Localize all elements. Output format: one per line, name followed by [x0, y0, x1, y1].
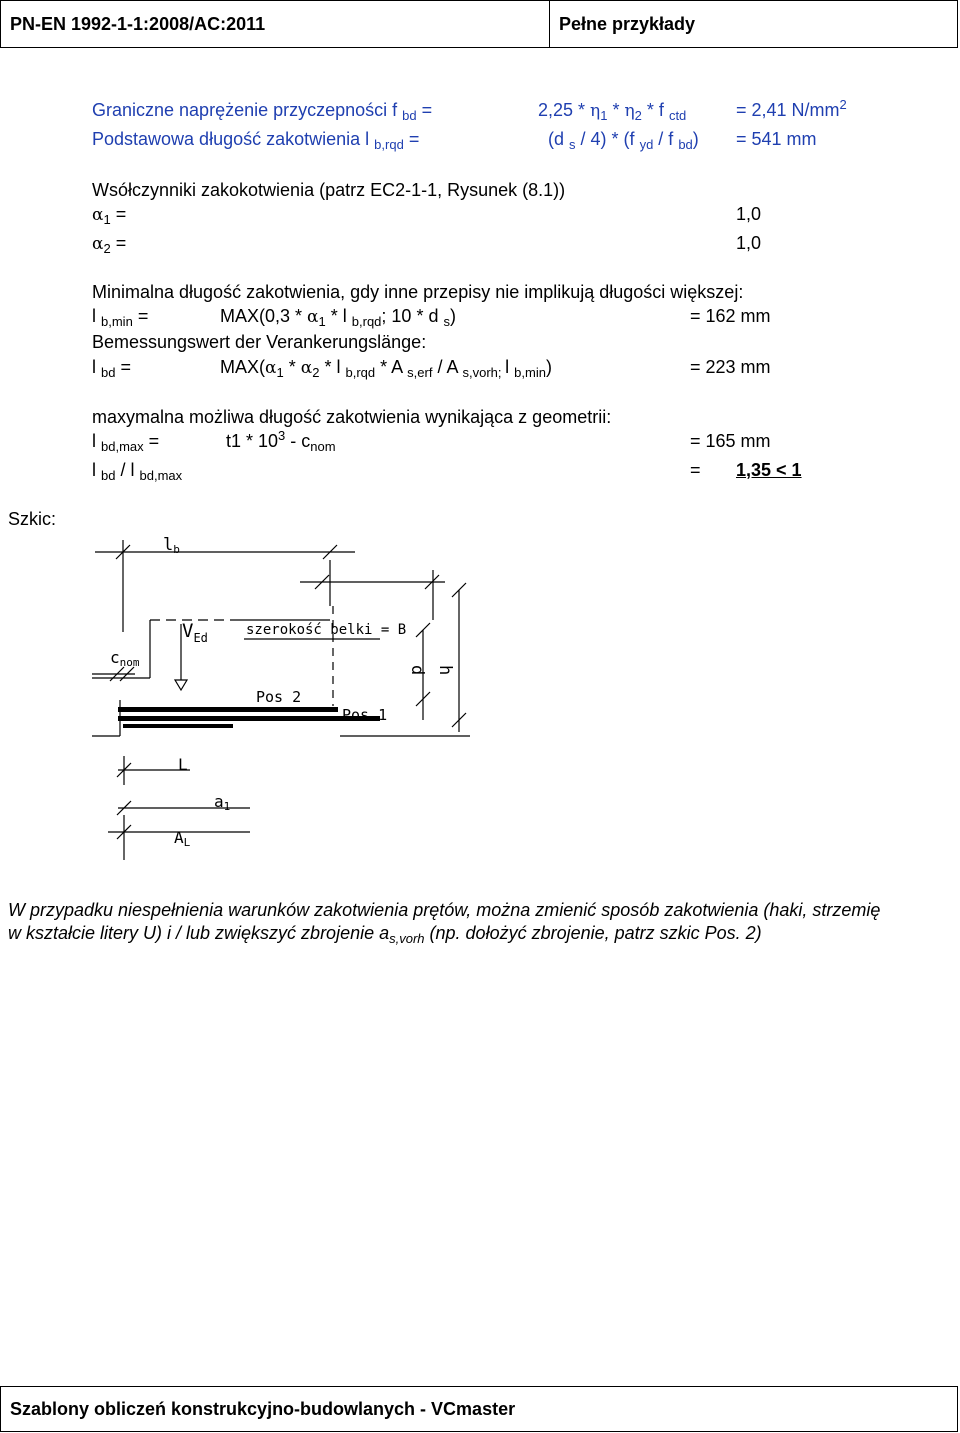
lbmin-formula: $MAX(0,3 * \alpha_1$ * l $_{b,rqd}$; 10 * d $_s$): [220, 306, 456, 329]
ratio-eq: =: [690, 460, 701, 480]
alpha1-label: $\alpha_1$ =: [92, 204, 127, 227]
lbd-result: = 223 mm: [690, 357, 771, 377]
note-line-2: w kształcie litery U) i / lub zwiększyć zbrojenie $a_{s,vorh}$ (np. dołożyć zbrojenie, patrz szkic Pos. 2): [8, 923, 762, 946]
pos2-label: Pos 2: [256, 688, 302, 706]
sketch-label: Szkic:: [8, 509, 57, 529]
lbrqd-label: Podstawowa długość zakotwienia l $_{b,rqd}$ =: [92, 129, 420, 152]
AL-label: AL: [174, 828, 191, 849]
page-footer: Szablony obliczeń konstrukcyjno-budowlanych - VCmaster: [0, 1386, 958, 1432]
fbd-result: = 2,41 $N/mm^2$: [736, 97, 847, 120]
ratio-result: 1,35 < 1: [736, 460, 802, 480]
lbrqd-result: = 541 mm: [736, 129, 817, 149]
alpha2-value: 1,0: [736, 233, 762, 253]
note-line-1: W przypadku niespełnienia warunków zakotwienia prętów, można zmienić sposób zakotwienia (haki, strzemię: [8, 900, 881, 920]
h-label: h: [435, 665, 455, 676]
L-label: L: [178, 755, 188, 774]
header-section: Pełne przykłady: [559, 13, 696, 34]
rebar-pos1: [118, 716, 380, 721]
cnom-label: cnom: [110, 648, 140, 669]
design-value-title: Bemessungswert der Verankerungslänge:: [92, 332, 427, 352]
lbmin-result: = 162 mm: [690, 306, 771, 326]
fbd-label: Graniczne naprężenie przyczepności f $_{bd}$ =: [92, 100, 433, 123]
lbdmax-result: = 165 mm: [690, 431, 771, 451]
min-anchorage-title: Minimalna długość zakotwienia, gdy inne przepisy nie implikują długości większej:: [92, 282, 744, 302]
max-anchorage-title: maxymalna możliwa długość zakotwienia wynikająca z geometrii:: [92, 407, 612, 427]
pos1-label: Pos 1: [342, 706, 388, 724]
lbdmax-label: l $_{bd,max}$ =: [92, 431, 160, 454]
header-standard: PN-EN 1992-1-1:2008/AC:2011: [1, 1, 550, 47]
fbd-formula: $2,25 * \eta_1 * \eta_2$ * f $_{ctd}$: [538, 100, 687, 123]
alpha2-label: $\alpha_2$ =: [92, 233, 127, 256]
rebar-pos2: [118, 707, 338, 712]
lbd-label: l $_{bd}$ =: [92, 357, 132, 380]
page-header: [0, 0, 958, 48]
lbmin-label: l $_{b,min}$ =: [92, 306, 149, 329]
beam-width-label: szerokość belki = B: [246, 622, 407, 638]
lb-label: lb: [163, 535, 180, 556]
anchorage-sketch: [0, 520, 960, 870]
lbdmax-formula: $t1 * 10^3 - c_{nom}$: [226, 428, 336, 454]
ved-label: $V_{Ed}$: [182, 620, 208, 645]
ratio-label: l $_{bd}$ / l $_{bd,max}$: [92, 460, 183, 483]
lbd-formula: $MAX(\alpha_1 * \alpha_2$ * l $_{b,rqd}$ * A $_{s,erf}$ / A $_{s,vorh;}$ l $_{b,min}$): [220, 357, 552, 380]
coefficients-title: Wsółczynniki zakokotwienia (patrz EC2-1-1, Rysunek (8.1)): [92, 180, 566, 200]
alpha1-value: 1,0: [736, 204, 762, 224]
lbrqd-formula: (d $_s$ / 4) * (f $_{yd}$ / f $_{bd}$): [548, 129, 699, 152]
a1-label: a1: [214, 792, 231, 813]
d-label: d: [407, 665, 427, 676]
